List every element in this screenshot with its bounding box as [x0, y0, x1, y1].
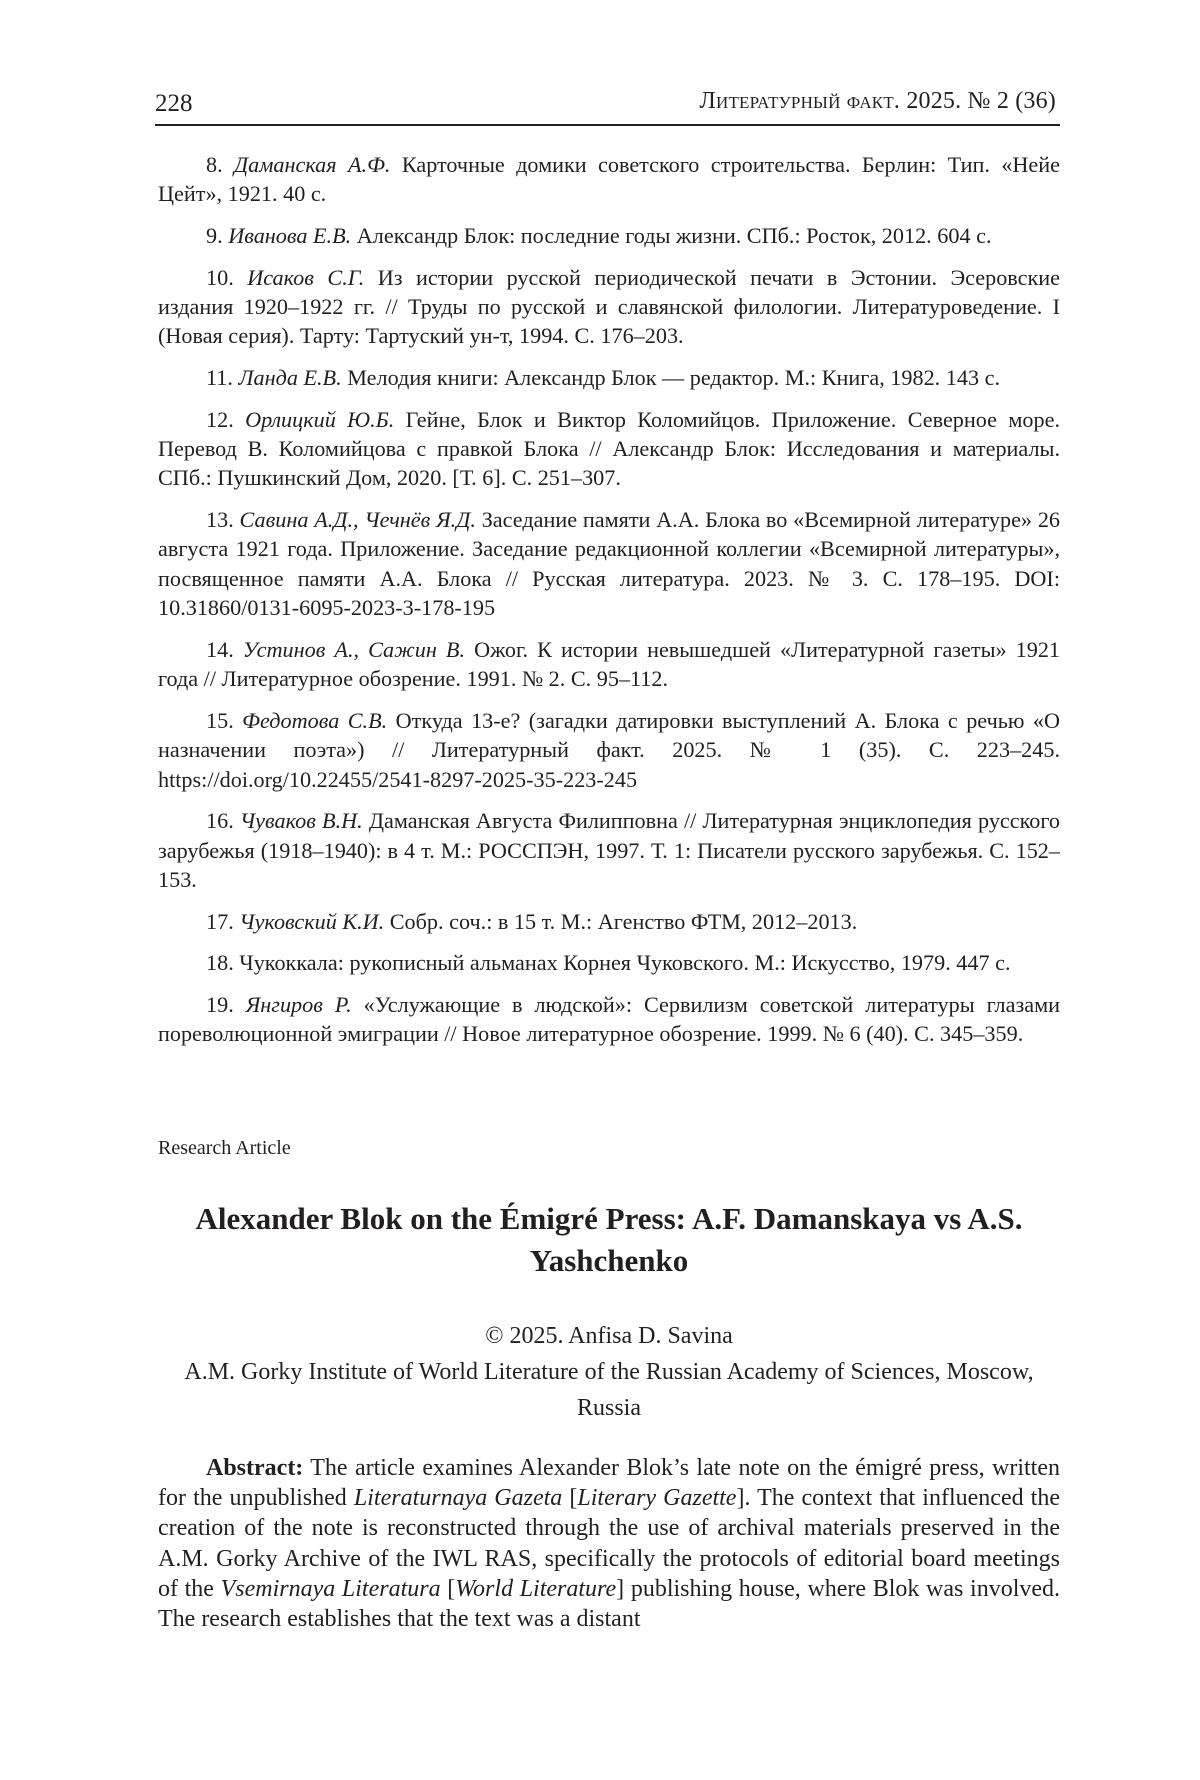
- reference-author: Иванова Е.В.: [228, 223, 352, 248]
- reference-text: Заседание памяти А.А. Блока во «Всемирной литературе» 26 августа 1921 года. Приложение. Заседание редакционной коллегии «Всемирной литературы», посвященное памяти А.А. Блока // Русская литература. 2023. № 3. С. 178–195. DOI: 10.31860/0131-6095-2023-3-178-195: [158, 507, 1061, 621]
- reference-item: [158, 150, 1060, 209]
- reference-number: 10.: [206, 264, 234, 290]
- reference-text: Откуда 13-е? (загадки датировки выступлений А. Блока с речью «О назначении поэта») // Литературный факт. 2025. № 1 (35). С. 223–245. https://doi.org/10.22455/2541-8297-2025-35-223-245: [158, 707, 1060, 792]
- reference-text: Карточные домики советского строительства. Берлин: Тип. «Нейе Цейт», 1921. 40 с.: [158, 152, 1061, 207]
- reference-number: 13.: [206, 507, 234, 532]
- reference-author: Федотова С.В.: [242, 707, 388, 733]
- abstract-italic-term: Literary Gazette: [577, 1485, 737, 1512]
- reference-text: Гейне, Блок и Виктор Коломийцов. Приложение. Северное море. Перевод В. Коломийцова с правкой Блока // Александр Блок: Исследования и материалы. СПб.: Пушкинский Дом, 2020. [Т. 6]. С. 251–307.: [158, 406, 1060, 491]
- author-affiliation: A.M. Gorky Institute of World Literature of the Russian Academy of Sciences, Moscow, Russia: [184, 1359, 1034, 1421]
- page-header: [155, 86, 1060, 126]
- reference-text: Из истории русской периодической печати в Эстонии. Эсеровские издания 1920–1922 гг. // Труды по русской и славянской филологии. Литературоведение. I (Новая серия). Тарту: Тартуский ун-т, 1994. С. 176–203.: [158, 264, 1061, 349]
- abstract-italic-term: Vsemirnaya Literatura: [220, 1575, 441, 1602]
- page-number: 228: [155, 90, 193, 117]
- reference-number: 17.: [206, 908, 234, 934]
- abstract-italic-term: Literaturnaya Gazeta: [353, 1485, 563, 1512]
- reference-text: Александр Блок: последние годы жизни. СПб.: Росток, 2012. 604 с.: [356, 223, 992, 248]
- reference-item: [158, 948, 1060, 977]
- reference-author: Даманская А.Ф.: [234, 152, 391, 177]
- reference-item: [158, 635, 1060, 694]
- reference-item: [158, 806, 1060, 894]
- author-block: [158, 1318, 1060, 1426]
- reference-text: Чукоккала: рукописный альманах Корнея Чуковского. М.: Искусство, 1979. 447 с.: [239, 950, 1011, 976]
- article-type-label: Research Article: [158, 1137, 291, 1159]
- reference-number: 9.: [206, 223, 223, 248]
- reference-item: [158, 221, 1060, 250]
- reference-item: [158, 263, 1060, 351]
- reference-author: Ланда Е.В.: [238, 365, 342, 390]
- reference-author: Орлицкий Ю.Б.: [245, 406, 395, 432]
- reference-number: 18.: [206, 950, 234, 976]
- running-head: Литературный факт. 2025. № 2 (36): [699, 88, 1056, 114]
- reference-number: 15.: [206, 707, 234, 733]
- abstract-text: [: [562, 1485, 578, 1512]
- reference-text: «Услужающие в людской»: Сервилизм советской литературы глазами пореволюционной эмиграции // Новое литературное обозрение. 1999. № 6 (40). С. 345–359.: [158, 991, 1061, 1047]
- reference-item: [158, 907, 1060, 936]
- reference-number: 8.: [206, 152, 223, 177]
- reference-author: Янгиров Р.: [245, 991, 352, 1017]
- reference-author: Исаков С.Г.: [247, 264, 365, 290]
- reference-item: [158, 363, 1060, 392]
- abstract-text: The article examines Alexander Blok’s late note on the émigré press, written for the unpublished: [158, 1455, 1060, 1512]
- reference-number: 16.: [206, 808, 234, 834]
- abstract-label: Abstract:: [206, 1455, 304, 1481]
- reference-author: Чуковский К.И.: [239, 908, 385, 934]
- reference-number: 14.: [206, 636, 234, 662]
- reference-number: 12.: [206, 406, 234, 432]
- reference-author: Чуваков В.Н.: [239, 808, 363, 834]
- author-name: © 2025. Anfisa D. Savina: [485, 1323, 733, 1349]
- reference-item: [158, 990, 1060, 1049]
- article-title: Alexander Blok on the Émigré Press: A.F. Damanskaya vs A.S. Yashchenko: [195, 1201, 1023, 1278]
- reference-item: [158, 405, 1060, 493]
- reference-text: Даманская Августа Филипповна // Литературная энциклопедия русского зарубежья (1918–1940): в 4 т. М.: РОССПЭН, 1997. Т. 1: Писатели русского зарубежья. С. 152–153.: [158, 808, 1060, 893]
- abstract-text: ]. The context that influenced the creation of the note is reconstructed through the use of archival materials preserved in the A.M. Gorky Archive of the IWL RAS, specifically the protocols of editorial board meetings of the: [158, 1485, 1061, 1602]
- abstract: [158, 1453, 1060, 1634]
- reference-text: Ожог. К истории невышедшей «Литературной газеты» 1921 года // Литературное обозрение. 1991. № 2. С. 95–112.: [158, 636, 1061, 692]
- reference-author: Савина А.Д., Чечнёв Я.Д.: [239, 507, 476, 532]
- abstract-italic-term: World Literature: [455, 1575, 617, 1602]
- abstract-text: ] publishing house, where Blok was involved. The research establishes that the text was a distant: [158, 1575, 1061, 1633]
- reference-item: [158, 505, 1060, 623]
- reference-list: [158, 150, 1060, 1061]
- reference-number: 11.: [206, 365, 233, 390]
- reference-author: Устинов А., Сажин В.: [242, 636, 466, 662]
- reference-text: Собр. соч.: в 15 т. М.: Агенство ФТМ, 2012–2013.: [389, 908, 858, 934]
- reference-item: [158, 706, 1060, 794]
- reference-number: 19.: [206, 991, 234, 1017]
- reference-text: Мелодия книги: Александр Блок — редактор. М.: Книга, 1982. 143 с.: [347, 365, 1000, 390]
- abstract-text: [: [440, 1575, 456, 1602]
